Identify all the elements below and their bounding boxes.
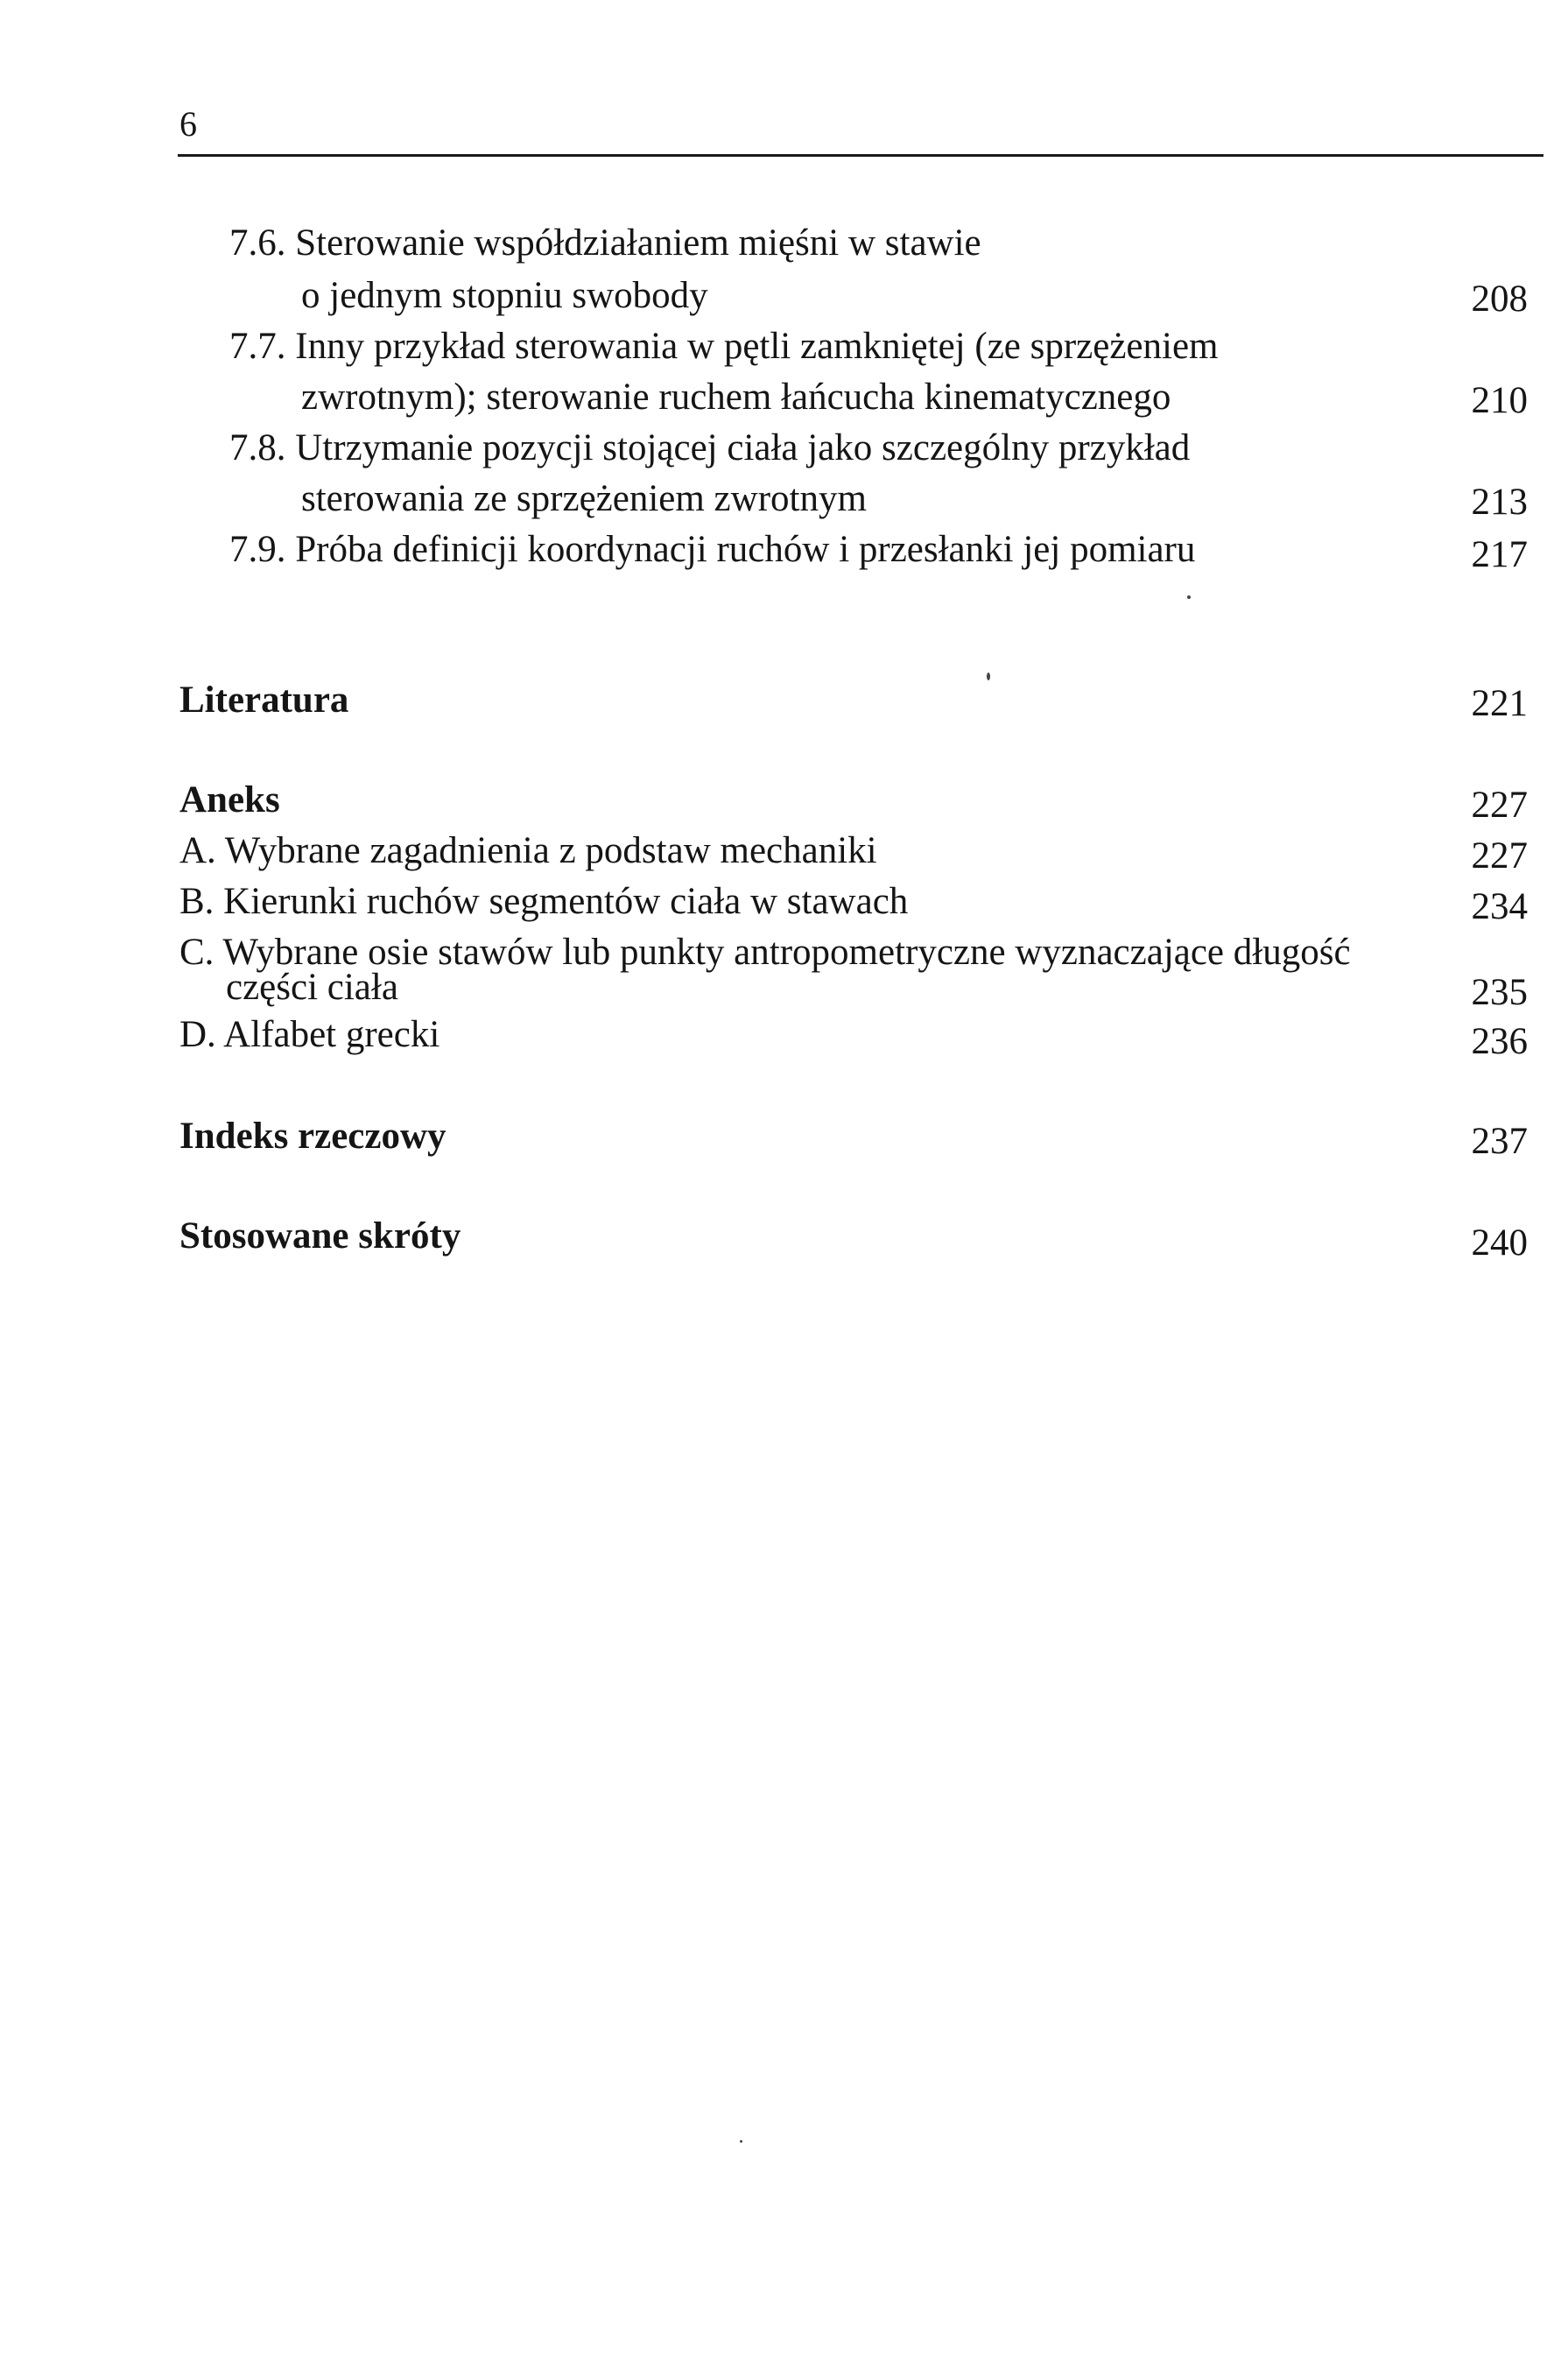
scan-speck [987,672,990,680]
scan-speck [740,2140,742,2143]
toc-section-title: Literatura [179,680,349,721]
toc-page-number: 234 [1471,886,1528,927]
toc-entry-title-continued: sterowania ze sprzężeniem zwrotnym [301,478,867,519]
toc-section-title: Stosowane skróty [179,1215,461,1257]
toc-page-number: 221 [1471,683,1528,724]
toc-entry-title: D. Alfabet grecki [179,1014,440,1055]
toc-entry-title-continued: o jednym stopniu swobody [301,275,708,316]
toc-entry-number: 7.8. [229,427,286,468]
scan-speck [1187,595,1191,599]
toc-section-title: Indeks rzeczowy [179,1116,446,1157]
toc-entry-number: 7.6. [229,222,286,264]
toc-page-number: 217 [1471,534,1528,575]
toc-page-number: 227 [1471,835,1528,877]
toc-entry-title-continued: zwrotnym); sterowanie ruchem łańcucha kinematycznego [301,377,1171,418]
header-rule [178,154,1543,157]
toc-entry-title: Próba definicji koordynacji ruchów i przesłanki jej pomiaru [295,529,1196,570]
toc-entry-title: B. Kierunki ruchów segmentów ciała w stawach [179,881,909,922]
toc-page-number: 237 [1471,1121,1528,1162]
toc-entry-title: Sterowanie współdziałaniem mięśni w stawie [295,222,981,264]
toc-entry-title: Utrzymanie pozycji stojącej ciała jako szczególny przykład [295,427,1191,468]
toc-page-number: 240 [1471,1222,1528,1264]
toc-entry-title: C. Wybrane osie stawów lub punkty antropometryczne wyznaczające długość [179,932,1351,973]
toc-page-number: 227 [1471,785,1528,826]
toc-page-number: 210 [1471,380,1528,421]
toc-entry-title-continued: części ciała [226,967,398,1008]
toc-entry-number: 7.9. [229,529,286,570]
toc-page-number: 236 [1471,1021,1528,1062]
page-number: 6 [179,104,197,144]
toc-section-title: Aneks [179,779,280,820]
toc-page-number: 208 [1471,278,1528,320]
toc-entry-title: A. Wybrane zagadnienia z podstaw mechaniki [179,830,877,871]
toc-page-number: 213 [1471,482,1528,523]
toc-entry-number: 7.7. [229,326,286,367]
toc-page-number: 235 [1471,972,1528,1013]
toc-entry-title: Inny przykład sterowania w pętli zamkniętej (ze sprzężeniem [295,326,1219,367]
